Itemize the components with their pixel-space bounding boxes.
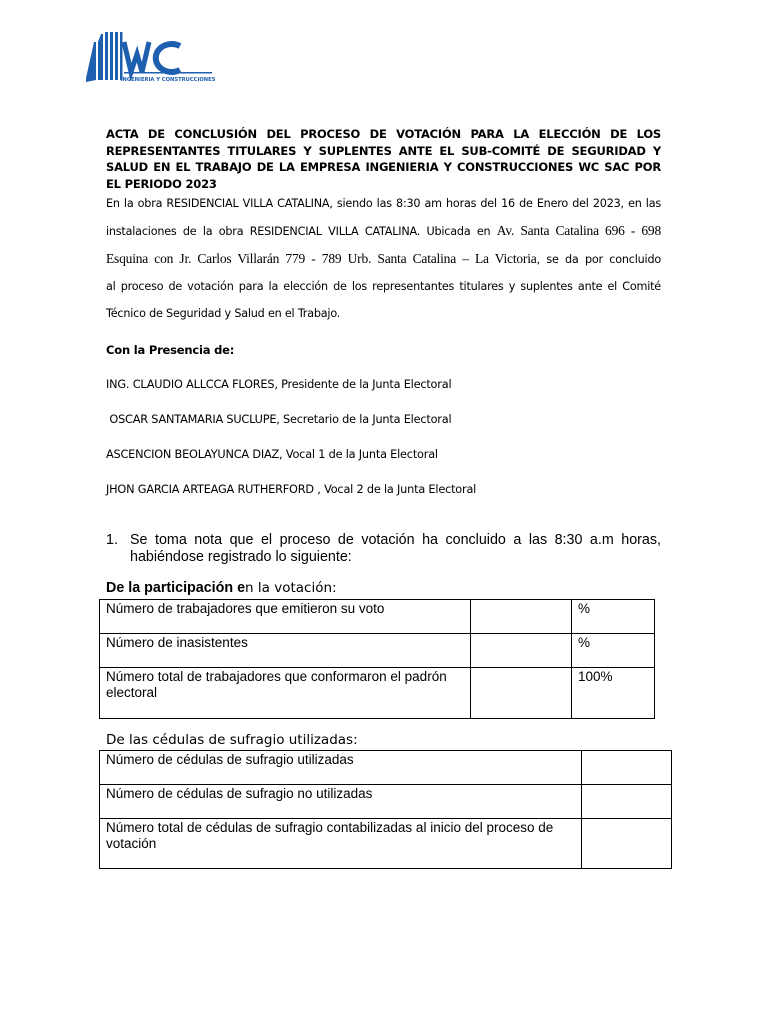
row-percent: 100% — [572, 668, 655, 719]
item-number: 1. — [106, 532, 118, 548]
intro-line: Esquina con Jr. Carlos Villarán 779 - 789 Urb. Santa Catalina – La Victoria, se da por concluido — [106, 251, 661, 266]
row-value — [581, 785, 671, 819]
row-percent: % — [572, 634, 655, 668]
row-value — [581, 751, 671, 785]
row-label: Número de trabajadores que emitieron su voto — [100, 600, 471, 634]
company-logo — [84, 28, 216, 88]
intro-paragraph — [106, 190, 661, 327]
row-value — [471, 668, 572, 719]
ballots-table — [99, 750, 672, 869]
table-row — [100, 819, 672, 869]
member-secretary: OSCAR SANTAMARIA SUCLUPE, Secretario de la Junta Electoral — [106, 413, 452, 426]
row-label: Número de cédulas de sufragio utilizadas — [100, 751, 582, 785]
member-vocal-1: ASCENCION BEOLAYUNCA DIAZ, Vocal 1 de la Junta Electoral — [106, 448, 438, 461]
row-value — [471, 600, 572, 634]
table-row — [100, 751, 672, 785]
member-vocal-2: JHON GARCIA ARTEAGA RUTHERFORD , Vocal 2 de la Junta Electoral — [106, 483, 477, 496]
svg-text:INGENIERIA Y CONSTRUCCIONES: INGENIERIA Y CONSTRUCCIONES — [120, 77, 216, 83]
row-value — [581, 819, 671, 869]
participation-heading: De la participación en la votación: — [106, 580, 337, 596]
intro-line: En la obra RESIDENCIAL VILLA CATALINA, siendo las 8:30 am horas del 16 de Enero del 2023, en las — [106, 197, 661, 210]
presence-heading: Con la Presencia de: — [106, 343, 235, 357]
item-text: Se toma nota que el proceso de votación ha concluido a las 8:30 a.m horas, habiéndose registrado lo siguiente: — [130, 532, 661, 565]
table-row — [100, 668, 655, 719]
row-label: Número total de trabajadores que conformaron el padrón electoral — [100, 668, 471, 719]
document-title: ACTA DE CONCLUSIÓN DEL PROCESO DE VOTACIÓN PARA LA ELECCIÓN DE LOS REPRESENTANTES TITULARES Y SUPLENTES ANTE EL SUB-COMITÉ DE SEGURIDAD Y SALUD EN EL TRABAJO DE LA EMPRESA INGENIERIA Y CONSTRUCCIONES WC SAC POR EL PERIODO 2023 — [106, 127, 661, 191]
row-value — [471, 634, 572, 668]
intro-line: instalaciones de la obra RESIDENCIAL VILLA CATALINA. Ubicada en Av. Santa Catalina 696 - 698 — [106, 223, 661, 238]
table-row — [100, 785, 672, 819]
intro-line: al proceso de votación para la elección de los representantes titulares y suplentes ante el Comité — [106, 280, 661, 293]
row-percent: % — [572, 600, 655, 634]
member-president: ING. CLAUDIO ALLCCA FLORES, Presidente de la Junta Electoral — [106, 378, 452, 391]
table-row — [100, 634, 655, 668]
participation-table — [99, 599, 655, 719]
row-label: Número de cédulas de sufragio no utilizadas — [100, 785, 582, 819]
row-label: Número total de cédulas de sufragio contabilizadas al inicio del proceso de votación — [100, 819, 582, 869]
intro-line: Técnico de Seguridad y Salud en el Trabajo. — [106, 307, 341, 320]
table-row — [100, 600, 655, 634]
row-label: Número de inasistentes — [100, 634, 471, 668]
ballots-heading: De las cédulas de sufragio utilizadas: — [106, 732, 358, 748]
